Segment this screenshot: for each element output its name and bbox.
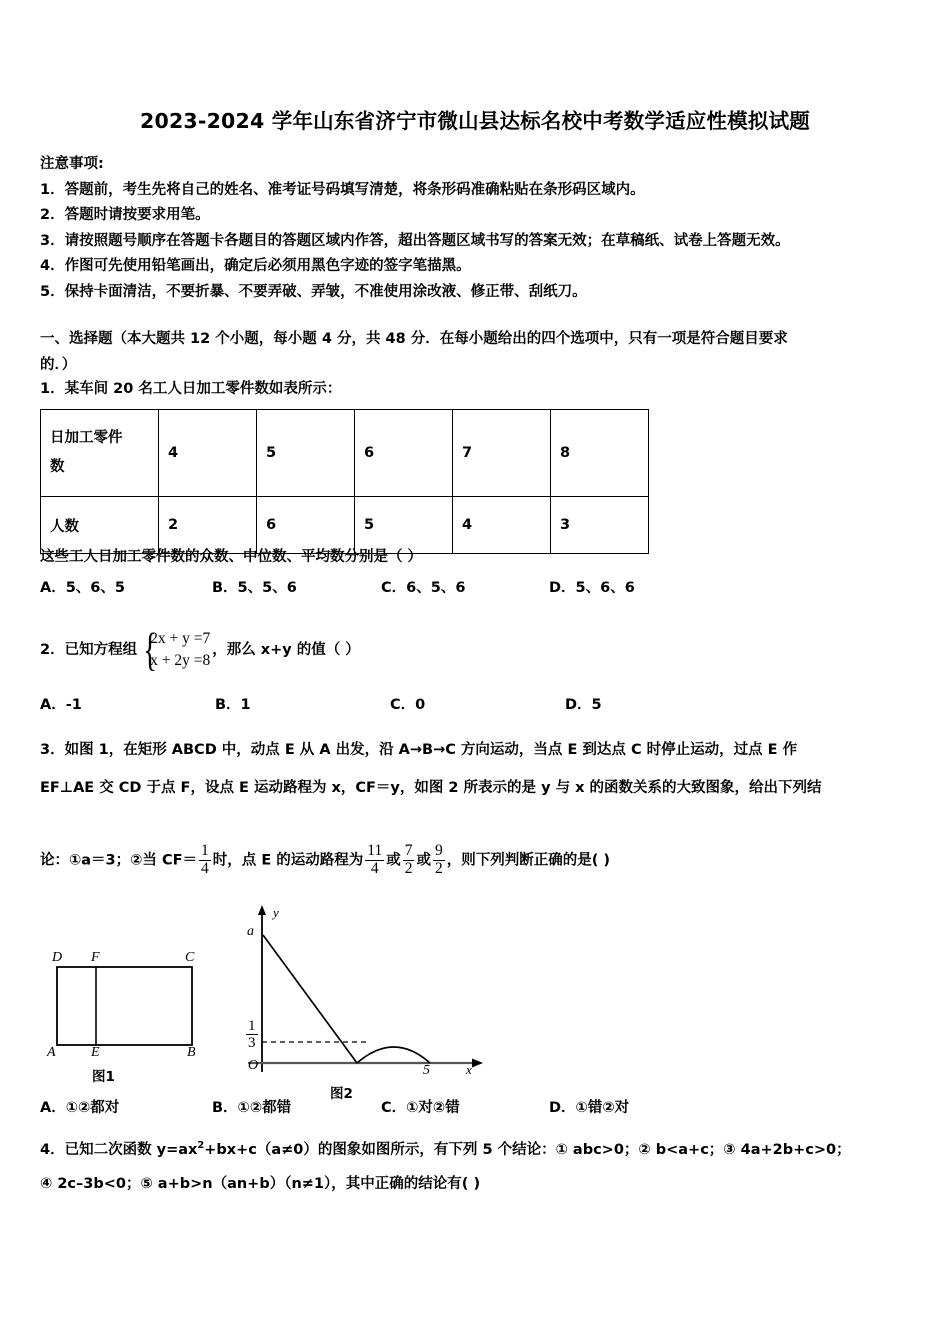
fraction-numerator: 7	[404, 842, 413, 859]
option-2-d[interactable]: D．5	[565, 697, 602, 713]
option-3-a[interactable]: A．①②都对	[40, 1100, 120, 1116]
question-1-options	[40, 576, 920, 597]
notice-item-2: 2．答题时请按要求用笔。	[40, 207, 210, 223]
table-cell-text: 日加工零件	[50, 430, 123, 446]
table-cell-r2c5: 3	[551, 497, 649, 554]
section-heading-line2: 的．）	[40, 357, 77, 373]
question-4-line1-a: 4．已知二次函数 y=ax	[40, 1141, 198, 1158]
figure-1-caption: 图1	[92, 1069, 115, 1085]
y-axis-label: y	[273, 905, 279, 920]
table-cell-r2c2: 6	[257, 497, 355, 554]
vertex-label-d: D	[52, 950, 63, 965]
question-4-line1-b: +bx+c（a≠0）的图象如图所示，有下列 5 个结论：① abc>0；② b<a+c；③ 4a+2b+c>0；	[204, 1141, 851, 1158]
x-axis-label: x	[466, 1062, 472, 1077]
option-3-d[interactable]: D．①错②对	[549, 1100, 630, 1116]
section-heading-line1: 一、选择题（本大题共 12 个小题，每小题 4 分，共 48 分．在每小题给出的四个选项中，只有一项是符合题目要求	[40, 331, 788, 347]
fraction-one-quarter	[199, 843, 211, 877]
option-3-c[interactable]: C．①对②错	[381, 1100, 460, 1116]
notice-item-4: 4．作图可先使用铅笔画出，确定后必须用黑色字迹的签字笔描黑。	[40, 258, 471, 274]
question-1-stem: 1．某车间 20 名工人日加工零件数如表所示：	[40, 381, 342, 397]
question-3-line2: EF⊥AE 交 CD 于点 F，设点 E 运动路程为 x，CF＝y，如图 2 所表示的是 y 与 x 的函数关系的大致图象，给出下列结	[40, 780, 822, 796]
question-2-suffix: ，那么 x+y 的值（ ）	[212, 642, 360, 658]
fraction-nine-halves	[433, 843, 445, 877]
option-2-b[interactable]: B．1	[215, 697, 251, 713]
vertex-label-e: E	[91, 1045, 100, 1060]
brace-glyph: {	[143, 624, 157, 675]
notice-item-1: 1．答题前，考生先将自己的姓名、准考证号码填写清楚，将条形码准确粘贴在条形码区域内。	[40, 181, 645, 198]
table-cell-r1c3: 6	[355, 410, 453, 497]
table-cell-row-label-1	[41, 410, 159, 497]
page-title: 2023-2024 学年山东省济宁市微山县达标名校中考数学适应性模拟试题	[140, 109, 810, 133]
vertex-label-b: B	[187, 1045, 196, 1060]
fraction-denominator: 4	[365, 860, 384, 878]
fraction-numerator: 1	[248, 1018, 256, 1034]
fraction-numerator: 9	[434, 842, 443, 859]
question-3-line1: 3．如图 1，在矩形 ABCD 中，动点 E 从 A 出发，沿 A→B→C 方向运动，当点 E 到达点 C 时停止运动，过点 E 作	[40, 742, 798, 758]
question-1-ask: 这些工人日加工零件数的众数、中位数、平均数分别是（ ）	[40, 549, 423, 565]
question-4-line1	[40, 1133, 930, 1163]
question-3-line3-b: 时，点 E 的运动路程为	[212, 852, 364, 869]
figure-1	[30, 900, 230, 1100]
y-dashed-fraction-label	[246, 1018, 258, 1051]
y-intercept-label: a	[247, 924, 254, 939]
equation-system	[139, 624, 211, 675]
question-2-options	[40, 693, 920, 714]
option-1-c[interactable]: C．6、5、6	[381, 580, 466, 596]
question-3-or-1: 或	[386, 852, 401, 869]
figure-2-svg	[240, 900, 500, 1100]
y-axis-arrow	[258, 905, 266, 915]
question-2-prefix: 2．已知方程组	[40, 642, 138, 658]
exponent-two: 2	[197, 1140, 205, 1151]
fraction-denominator: 2	[404, 859, 413, 877]
question-2-stem	[40, 624, 360, 675]
option-1-b[interactable]: B．5、5、6	[212, 580, 297, 596]
table-cell-r2c1: 2	[159, 497, 257, 554]
fraction-numerator: 1	[201, 842, 209, 859]
origin-label: O	[248, 1058, 259, 1073]
table-cell-r1c1: 4	[159, 410, 257, 497]
notice-item-5: 5．保持卡面清洁，不要折暴、不要弄破、弄皱，不准使用涂改液、修正带、刮纸刀。	[40, 283, 587, 300]
question-4-line2: ④ 2c–3b<0；⑤ a+b>n（an+b）（n≠1），其中正确的结论有( )	[40, 1176, 481, 1192]
table-cell-r2c4: 4	[453, 497, 551, 554]
option-2-a[interactable]: A．-1	[40, 697, 82, 713]
notice-heading: 注意事项:	[40, 156, 104, 172]
question-3-line3	[40, 843, 930, 877]
fraction-numerator: 11	[367, 842, 383, 859]
table-cell-r1c5: 8	[551, 410, 649, 497]
table-cell-r2c3: 5	[355, 497, 453, 554]
question-3-line3-c: ，则下列判断正确的是( )	[446, 852, 611, 869]
figure-2-caption: 图2	[330, 1086, 353, 1102]
question-1-table	[40, 409, 649, 554]
table-cell-row-label-2: 人数	[41, 497, 159, 554]
equation-2-text: x + 2y =8	[150, 652, 211, 669]
table-cell-text-cont: 数	[50, 459, 65, 475]
fraction-eleven-quarters	[365, 843, 384, 877]
question-3-or-2: 或	[416, 852, 431, 869]
figure-1-svg	[30, 900, 230, 1100]
figure-2	[240, 900, 500, 1100]
option-1-a[interactable]: A．5、6、5	[40, 580, 125, 596]
table-row	[41, 410, 649, 497]
fraction-denominator: 2	[434, 859, 443, 877]
section-heading	[40, 326, 920, 378]
x-tick-label-5: 5	[423, 1063, 430, 1078]
table-cell-r1c4: 7	[453, 410, 551, 497]
rectangle-abcd	[57, 967, 192, 1045]
x-axis-arrow	[472, 1059, 483, 1068]
table-cell-r1c2: 5	[257, 410, 355, 497]
descending-segment	[263, 935, 357, 1063]
question-3-options	[40, 1096, 920, 1117]
parabolic-arc	[357, 1047, 430, 1063]
option-3-b[interactable]: B．①②都错	[212, 1100, 292, 1116]
fraction-denominator: 4	[201, 859, 209, 877]
fraction-denominator: 3	[248, 1035, 256, 1052]
notice-item-3: 3．请按照题号顺序在答题卡各题目的答题区域内作答，超出答题区域书写的答案无效；在草稿纸、试卷上答题无效。	[40, 232, 790, 249]
vertex-label-a: A	[47, 1045, 56, 1060]
fraction-seven-halves	[403, 843, 415, 877]
vertex-label-f: F	[91, 950, 100, 965]
option-1-d[interactable]: D．5、6、6	[549, 580, 635, 596]
option-2-c[interactable]: C．0	[390, 697, 426, 713]
notice-block	[40, 152, 920, 305]
question-3-line3-a: 论：①a＝3；②当 CF＝	[40, 852, 198, 869]
equation-line-1	[150, 628, 210, 650]
equation-line-2	[150, 650, 210, 672]
equation-1-text: 2x + y =7	[150, 630, 211, 647]
vertex-label-c: C	[185, 950, 195, 965]
